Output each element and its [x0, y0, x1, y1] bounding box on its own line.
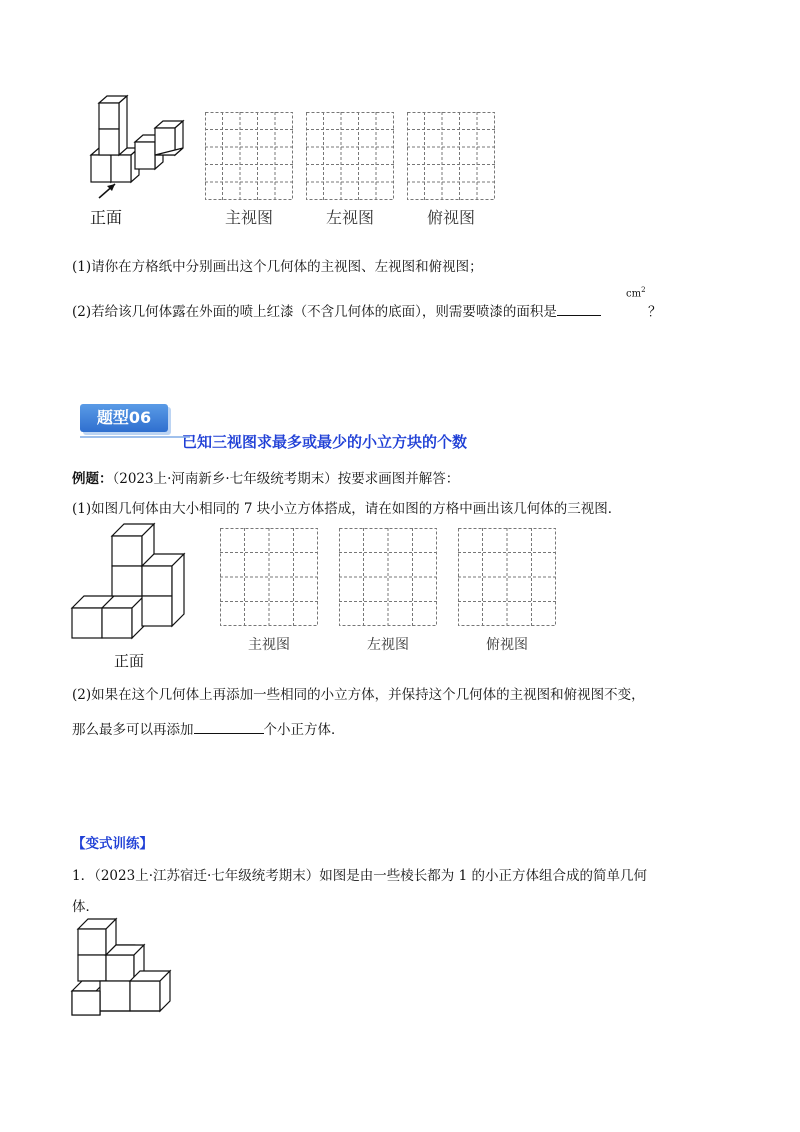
question-2-mark: ？ — [648, 304, 662, 320]
caption-left-view-2: 左视图 — [367, 637, 409, 653]
question-2-line — [72, 300, 601, 320]
section-badge-text: 题型06 — [96, 408, 152, 427]
caption-main-view-2: 主视图 — [248, 637, 290, 653]
section-badge — [80, 404, 168, 432]
front-label-1: 正面 — [90, 208, 123, 227]
practice-heading: 【变式训练】 — [72, 836, 153, 852]
grid-main-view-2[interactable] — [220, 528, 318, 626]
example-source: （2023上·河南新乡·七年级统考期末）按要求画图并解答： — [112, 471, 460, 487]
caption-main-view-1: 主视图 — [224, 208, 273, 227]
example-question-2-before: 那么最多可以再添加 — [72, 722, 194, 738]
question-2-text: (2)若给该几何体露在外面的喷上红漆（不含几何体的底面），则需要喷漆的面积是 — [72, 304, 557, 320]
unit-text: cm — [626, 288, 642, 300]
example-line — [72, 467, 459, 487]
example-question-2-line2 — [72, 718, 345, 738]
practice-item-1-line1: 1．（2023上·江苏宿迁·七年级统考期末）如图是由一些棱长都为 1 的小正方体组合成的简单几何 — [72, 868, 647, 884]
grid-top-view-2[interactable] — [458, 528, 556, 626]
cube-figure-3 — [70, 915, 180, 1015]
cube-figure-2 — [70, 520, 190, 642]
answer-blank-area[interactable] — [557, 315, 601, 316]
section-title: 已知三视图求最多或最少的小立方块的个数 — [182, 433, 468, 451]
front-label-2: 正面 — [114, 652, 145, 670]
example-answer-blank[interactable] — [194, 733, 264, 734]
grid-main-view-1[interactable] — [205, 112, 293, 200]
grid-top-view-1[interactable] — [407, 112, 495, 200]
unit-sup: 2 — [641, 286, 646, 294]
example-label: 例题： — [72, 471, 113, 487]
grid-left-view-2[interactable] — [339, 528, 437, 626]
example-question-2-line1: (2)如果在这个几何体上再添加一些相同的小立方体，并保持这个几何体的主视图和俯视图不变， — [72, 687, 645, 703]
grid-left-view-1[interactable] — [306, 112, 394, 200]
section-underline — [80, 436, 190, 438]
cube-figure-1 — [85, 90, 195, 200]
caption-top-view-1: 俯视图 — [426, 208, 475, 227]
caption-top-view-2: 俯视图 — [486, 637, 528, 653]
unit-label — [626, 286, 646, 299]
example-question-2-after: 个小正方体． — [263, 722, 345, 738]
caption-left-view-1: 左视图 — [325, 208, 374, 227]
practice-item-1-line2: 体． — [72, 899, 99, 915]
example-question-1: (1)如图几何体由大小相同的 7 块小立方体搭成，请在如图的方格中画出该几何体的三视图． — [72, 501, 622, 517]
question-1-text: (1)请你在方格纸中分别画出这个几何体的主视图、左视图和俯视图； — [72, 259, 483, 275]
